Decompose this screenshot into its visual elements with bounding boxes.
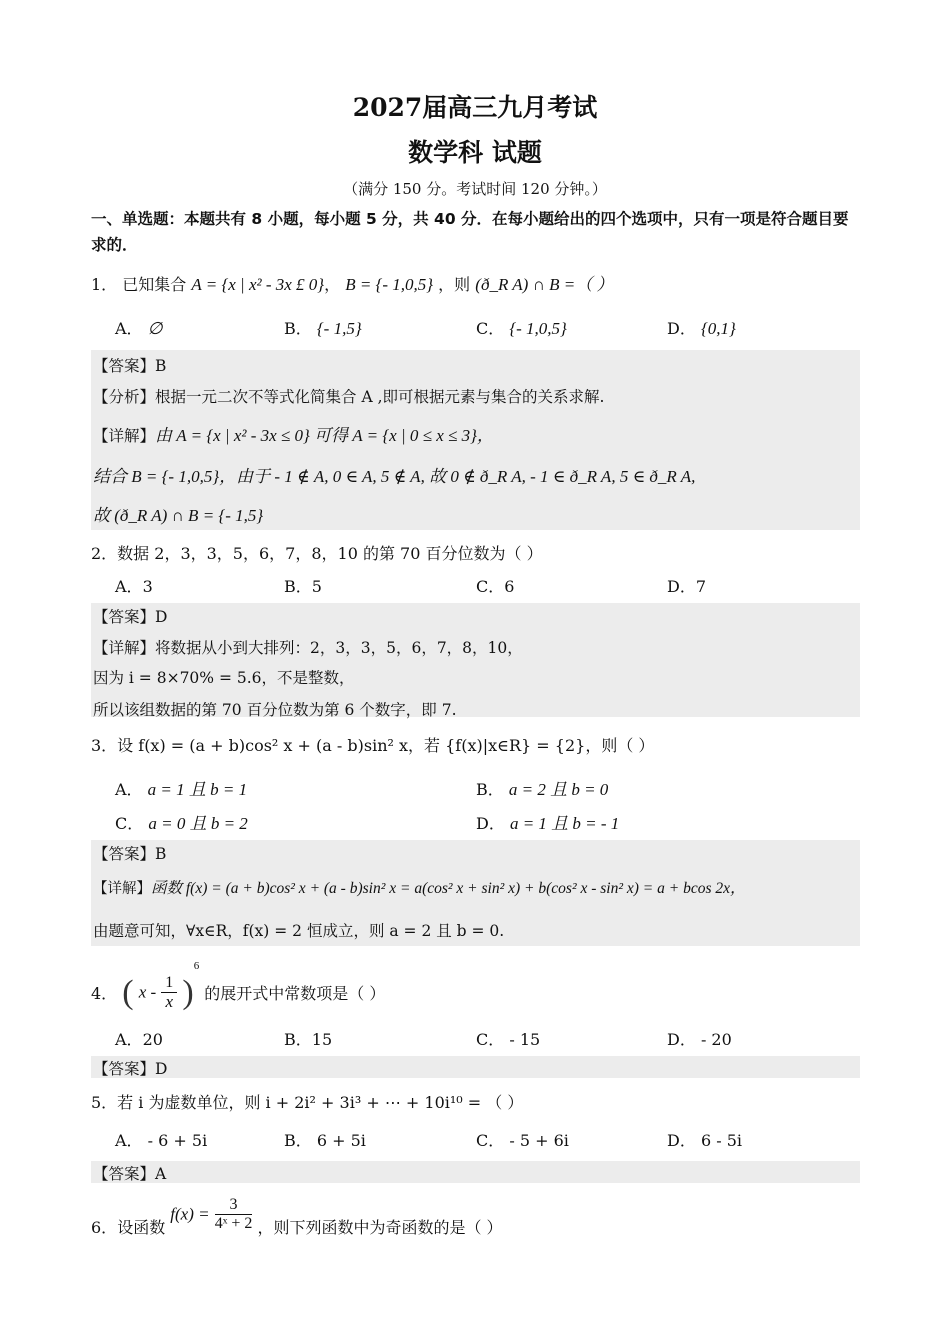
detail-line-1: 【详解】函数 f(x) = (a + b)cos² x + (a - b)sin² x = a(cos² x + sin² x) + b(cos² x - sin² x) = a + bcos 2x， <box>93 880 746 897</box>
question-number: 6． <box>91 1218 118 1237</box>
detail-line-2: 因为 i = 8×70% = 5.6，不是整数， <box>93 669 355 687</box>
question-text: 已知集合 <box>122 275 187 294</box>
option-b: B． {- 1,5} <box>284 319 362 338</box>
expression: (ð_R A) ∩ B =（ ） <box>475 275 614 294</box>
solution-block-3 <box>91 840 860 946</box>
detail-line-3: 所以该组数据的第 70 百分位数为第 6 个数字，即 7. <box>93 701 457 719</box>
question-6: 6．设函数 f(x) = $\frac{3}{\text{4ˣ + 2}}$ ，则下列函数中为奇函数的是（ ） <box>91 1196 503 1237</box>
question-4: 4． ( x - $\frac{1}{x}$ )$^6$ 的展开式中常数项是（ ） <box>91 960 386 1011</box>
option-d: D． 6 - 5i <box>667 1131 742 1150</box>
fraction: $\frac{1}{x}$ <box>161 974 177 1011</box>
option-a: A．20 <box>115 1030 163 1049</box>
answer: 【答案】D <box>93 608 168 626</box>
set-b: B = {- 1,0,5} <box>345 275 434 294</box>
detail-line-1: 【详解】由 A = {x | x² - 3x ≤ 0} 可得 A = {x | 0 ≤ x ≤ 3}， <box>93 426 494 445</box>
answer: 【答案】B <box>93 357 167 375</box>
detail-line-3: 故 (ð_R A) ∩ B = {- 1,5} <box>93 506 264 525</box>
detail-line-2: 由题意可知，∀x∈R，f(x) = 2 恒成立，则 a = 2 且 b = 0. <box>93 922 505 940</box>
option-d: D． - 20 <box>667 1030 732 1049</box>
option-a: A．3 <box>115 577 153 596</box>
option-c: C． - 15 <box>476 1030 541 1049</box>
option-d: D． a = 1 且 b = - 1 <box>476 814 620 833</box>
answer: 【答案】A <box>93 1165 167 1183</box>
question-number: 4． <box>91 984 118 1003</box>
option-c: C． - 5 + 6i <box>476 1131 569 1150</box>
fraction: $\frac{3}{\text{4ˣ + 2}}$ <box>214 1196 253 1232</box>
question-3: 3．设 f(x) = (a + b)cos² x + (a - b)sin² x，若 {f(x)|x∈R} = {2}，则（ ） <box>91 736 655 755</box>
option-b: B．5 <box>284 577 322 596</box>
detail-line-1: 【详解】将数据从小到大排列：2，3，3，5，6，7，8，10， <box>93 639 523 657</box>
solution-block-1 <box>91 350 860 530</box>
answer: 【答案】D <box>93 1060 168 1078</box>
option-c: C．6 <box>476 577 515 596</box>
question-number: 1． <box>91 275 118 294</box>
detail-line-2: 结合 B = {- 1,0,5}，由于 - 1 ∉ A, 0 ∈ A, 5 ∉ A, 故 0 ∉ ð_R A, - 1 ∈ ð_R A, 5 ∈ ð_R A, <box>93 467 696 486</box>
option-a: A． ∅ <box>115 319 163 338</box>
question-5: 5．若 i 为虚数单位，则 i + 2i² + 3i³ + ⋯ + 10i¹⁰ = （ ） <box>91 1093 524 1112</box>
option-a: A． - 6 + 5i <box>115 1131 208 1150</box>
exam-subject: 数学科 试题 <box>408 138 542 167</box>
solution-block-5 <box>91 1161 860 1183</box>
solution-block-2 <box>91 603 860 717</box>
option-d: D． {0,1} <box>667 319 736 338</box>
solution-block-4 <box>91 1056 860 1078</box>
exam-note: （满分 150 分。考试时间 120 分钟。） <box>343 180 607 198</box>
option-b: B．15 <box>284 1030 333 1049</box>
option-b: B． a = 2 且 b = 0 <box>476 780 609 799</box>
question-2: 2．数据 2，3，3，5，6，7，8，10 的第 70 百分位数为（ ） <box>91 544 543 563</box>
option-d: D．7 <box>667 577 707 596</box>
question-1: 1． 已知集合 A = {x | x² - 3x £ 0}， B = {- 1,0,5} ，则 (ð_R A) ∩ B =（ ） <box>91 275 614 294</box>
option-c: C． a = 0 且 b = 2 <box>115 814 248 833</box>
option-c: C． {- 1,0,5} <box>476 319 567 338</box>
option-a: A． a = 1 且 b = 1 <box>115 780 248 799</box>
section-heading: 一、单选题：本题共有 8 小题，每小题 5 分，共 40 分．在每小题给出的四个选项中，只有一项是符合题目要求的． <box>91 210 849 254</box>
option-b: B． 6 + 5i <box>284 1131 366 1150</box>
answer: 【答案】B <box>93 845 167 863</box>
exam-title: 2027届高三九月考试 <box>352 93 598 122</box>
analysis: 【分析】根据一元二次不等式化简集合 A ,即可根据元素与集合的关系求解. <box>93 388 605 406</box>
set-a: A = {x | x² - 3x £ 0} <box>191 275 325 294</box>
